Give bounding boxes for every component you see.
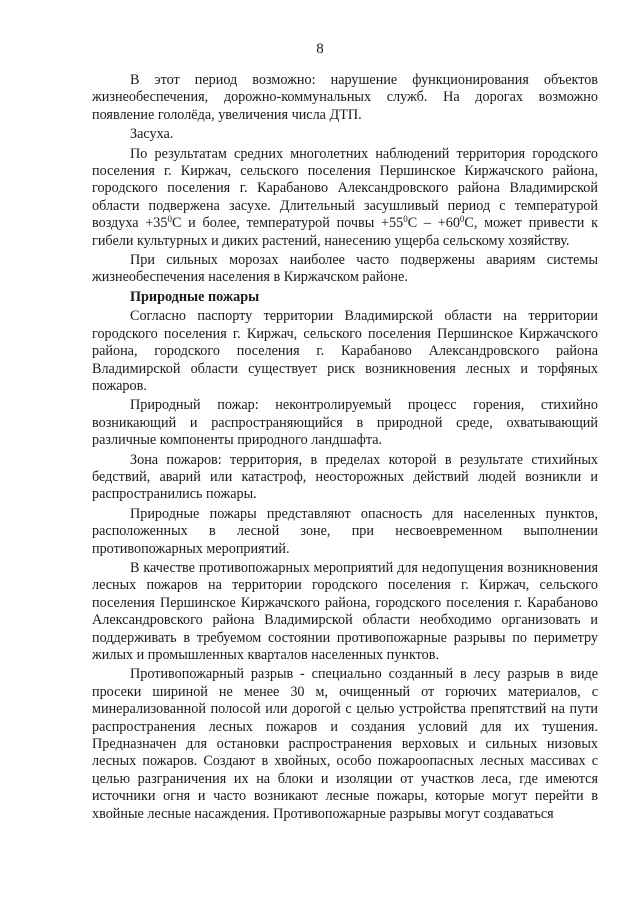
paragraph-drought-title: Засуха. [130, 126, 174, 143]
page-number: 8 [316, 41, 324, 57]
paragraph-fire-zone-definition: Зона пожаров: территория, в пределах которой в результате стихийных бедствий, аварий или катастроф, неосторожных действий людей возникли и распространились пожары. [92, 451, 598, 503]
paragraph-frost: При сильных морозах наиболее часто подвержены авариям системы жизнеобеспечения населения в Киржачском районе. [92, 252, 598, 286]
document-body [92, 72, 598, 823]
drought-text-part-1: По результатам средних многолетних наблюдений территория городского поселения г. Киржач, сельского поселения Першинское Киржачского района, городского поселения г. Карабаново Александровского района Владимирской области подвержена засухе. Длительный засушливый период с температурой воздуха +35 [92, 145, 598, 232]
paragraph-wildfire-definition: Природный пожар: неконтролируемый процесс горения, стихийно возникающий и распространяющийся в природной среде, охватывающий различные компоненты природного ландшафта. [92, 397, 598, 449]
degree-superscript: 0 [459, 214, 465, 225]
paragraph-firebreak: Противопожарный разрыв - специально созданный в лесу разрыв в виде просеки шириной не менее 30 м, очищенный от горючих материалов, с минерализованной полосой или дорогой с целью устройства препятствий на пути распространения лесных пожаров и создания условий для их тушения. Предназначен для остановки распространения верховых и сильных низовых лесных пожаров. Создают в хвойных, особо пожароопасных лесных массивах с целью разграничения их на блоки и изоляции от участков леса, где имеются источники огня и часто возникают лесные пожары, которые могут перейти в хвойные лесные насаждения. Противопожарные разрывы могут создаваться [92, 666, 598, 822]
section-heading-wildfires: Природные пожары [130, 288, 260, 305]
paragraph-disruption: В этот период возможно: нарушение функционирования объектов жизнеобеспечения, дорожно-коммунальных служб. На дорогах возможно появление гололёда, увеличения числа ДТП. [92, 72, 598, 123]
drought-text-part-3: С – +60 [407, 215, 460, 232]
paragraph-wildfire-danger: Природные пожары представляют опасность для населенных пунктов, расположенных в лесной зоне, при несвоевременном выполнении противопожарных мероприятий. [92, 505, 598, 557]
paragraph-wildfire-risk: Согласно паспорту территории Владимирской области на территории городского поселения г. Киржач, сельского поселения Першинское Киржачского района, городского поселения г. Карабаново Александровского района Владимирской области существует риск возникновения лесных и торфяных пожаров. [92, 308, 598, 394]
paragraph-fire-prevention: В качестве противопожарных мероприятий для недопущения возникновения лесных пожаров на территории городского поселения г. Киржач, сельского поселения Першинское Киржачского района, городского поселения г. Карабаново Александровского района Владимирской области необходимо организовать и поддерживать в требуемом состоянии противопожарные разрывы по периметру жилых и промышленных кварталов населенных пунктов. [92, 559, 598, 663]
degree-superscript: 0 [167, 214, 172, 225]
drought-text-part-2: С и более, температурой почвы +55 [171, 215, 404, 232]
degree-superscript: 0 [403, 214, 408, 225]
drought-text-part-4: С, может привести к гибели культурных и диких растений, нанесению ущерба сельскому хозяйству. [92, 215, 598, 249]
paragraph-drought [92, 146, 598, 250]
